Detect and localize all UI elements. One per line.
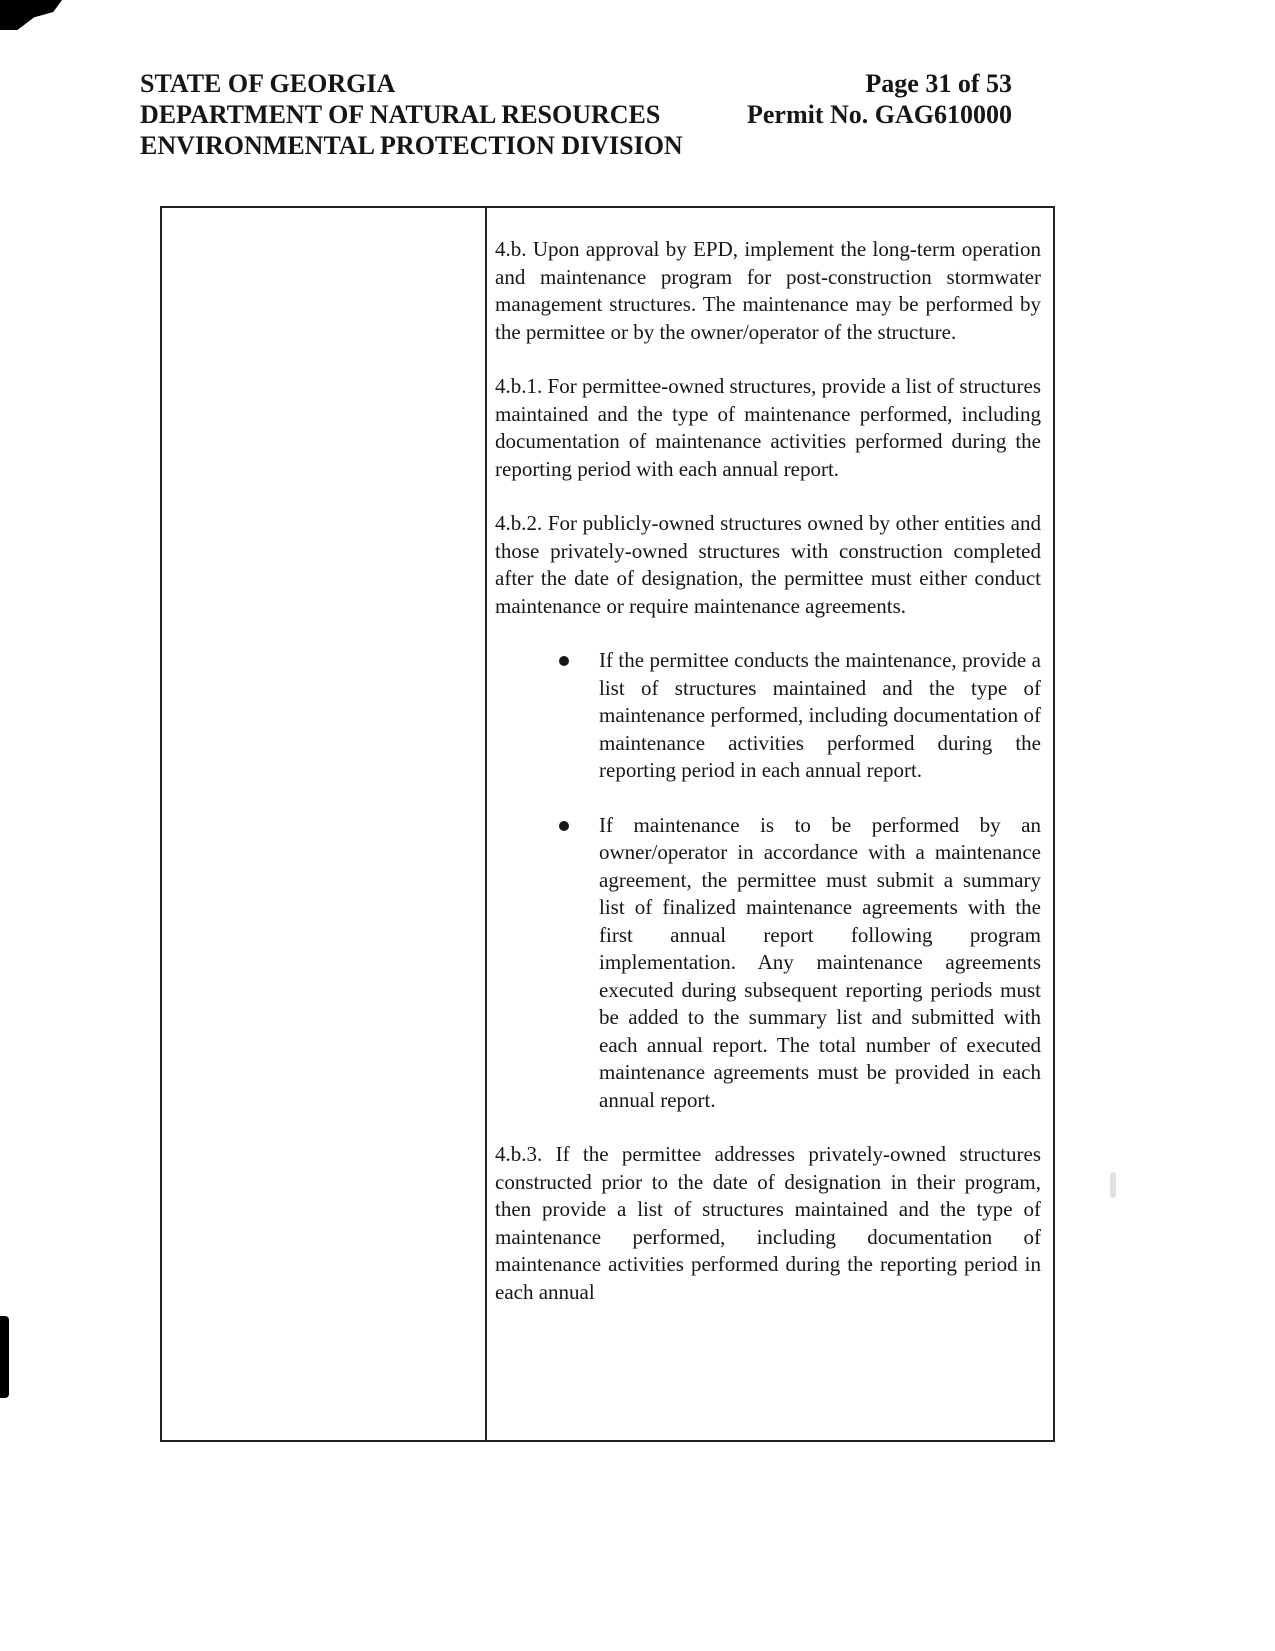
bullet-text-permittee-maintenance: If the permittee conducts the maintenance, provide a list of structures maintained and the type of maintenance performed, including documentation of maintenance activities performed during the reporting period in each annual report. [599, 648, 1041, 782]
paragraph-4b2: 4.b.2. For publicly-owned structures owned by other entities and those privately-owned structures with construction completed after the date of designation, the permittee must either conduct maintenance or require maintenance agreements. [495, 511, 1041, 618]
bullet-item [495, 812, 1041, 1115]
paragraph-4b: 4.b. Upon approval by EPD, implement the long-term operation and maintenance program for post-construction stormwater management structures. The maintenance may be performed by the permittee or by the owner/operator of the structure. [495, 237, 1041, 344]
content-table [160, 206, 1055, 1442]
scan-artifact [1110, 1172, 1116, 1198]
bullet-icon [559, 656, 569, 666]
paragraph-4b3: 4.b.3. If the permittee addresses privately-owned structures constructed prior to the date of designation in their program, then provide a list of structures maintained and the type of maintenance performed, including documentation of maintenance activities performed during the reporting period in each annual [495, 1142, 1041, 1304]
paragraph-4b1: 4.b.1. For permittee-owned structures, provide a list of structures maintained and the type of maintenance performed, including documentation of maintenance activities performed during the reporting period with each annual report. [495, 374, 1041, 481]
scan-artifact [0, 0, 62, 30]
bullet-icon [559, 821, 569, 831]
document-header-left [140, 68, 683, 161]
scan-artifact [0, 1316, 9, 1398]
permit-number: Permit No. GAG610000 [746, 100, 1012, 129]
header-agency-division: ENVIRONMENTAL PROTECTION DIVISION [140, 131, 683, 160]
header-agency-department: DEPARTMENT OF NATURAL RESOURCES [140, 100, 661, 129]
document-header-right [700, 68, 1012, 130]
bullet-text-maintenance-agreement: If maintenance is to be performed by an owner/operator in accordance with a maintenance agreement, the permittee must submit a summary list of finalized maintenance agreements with the first annual report following program implementation. Any maintenance agreements executed during subsequent reporting periods must be added to the summary list and submitted with each annual report. The total number of executed maintenance agreements must be provided in each annual report. [599, 812, 1041, 1112]
table-left-cell [162, 208, 487, 1440]
page-number: Page 31 of 53 [865, 69, 1012, 98]
header-agency-state: STATE OF GEORGIA [140, 69, 396, 98]
table-right-cell [487, 208, 1053, 1440]
bullet-item [495, 647, 1041, 785]
